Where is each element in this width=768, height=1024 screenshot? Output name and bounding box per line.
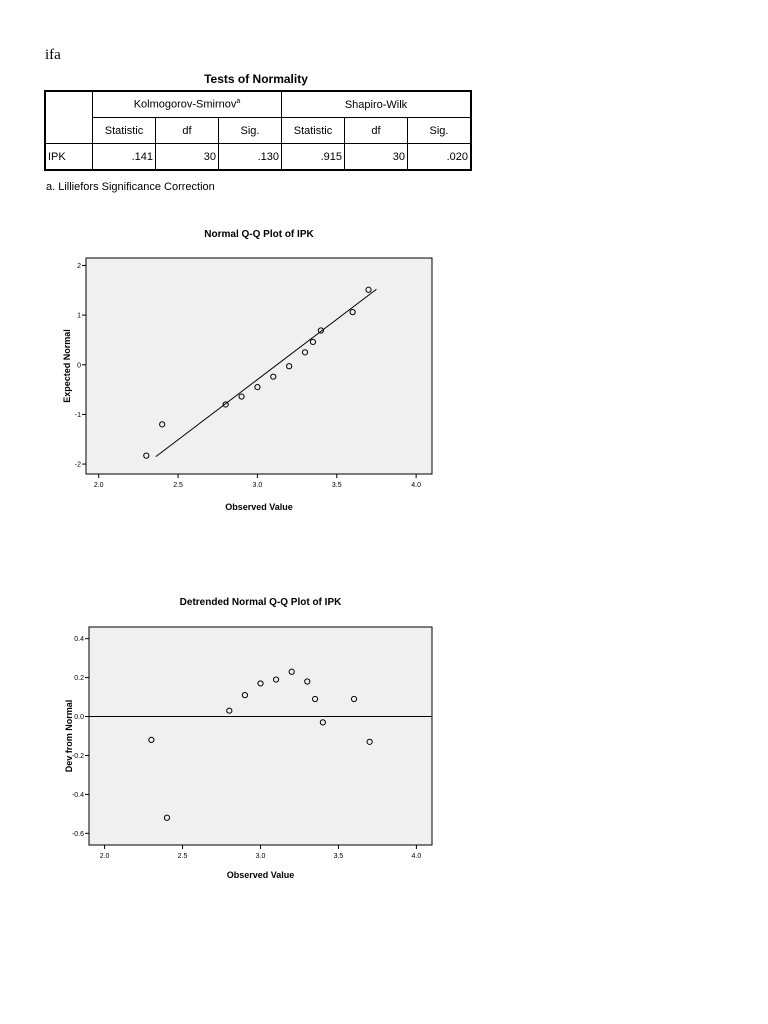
table-row bbox=[45, 144, 471, 171]
empty-corner-cell bbox=[45, 91, 93, 144]
x-axis-label: Observed Value bbox=[225, 502, 293, 512]
sw-group-header: Shapiro-Wilk bbox=[282, 91, 472, 118]
y-tick-label: -0.2 bbox=[71, 752, 84, 760]
x-tick-label: 4.0 bbox=[411, 853, 422, 860]
table-cell: .130 bbox=[219, 144, 282, 171]
col-header: df bbox=[345, 118, 408, 144]
table-cell: 30 bbox=[156, 144, 219, 171]
y-tick-label: 2 bbox=[77, 262, 81, 270]
ks-group-label: Kolmogorov-Smirnov bbox=[133, 98, 237, 111]
document-heading: ifa bbox=[45, 47, 61, 63]
plot-area bbox=[86, 258, 432, 474]
row-label: IPK bbox=[45, 144, 93, 171]
ks-footnote-marker: a bbox=[236, 98, 241, 106]
x-tick-label: 3.0 bbox=[252, 482, 263, 489]
chart-title: Normal Q-Q Plot of IPK bbox=[204, 229, 314, 240]
x-tick-label: 3.5 bbox=[333, 853, 344, 860]
y-tick-label: -1 bbox=[74, 411, 81, 419]
ks-group-header bbox=[93, 91, 282, 118]
normal-qq-plot bbox=[0, 215, 470, 525]
col-header: Statistic bbox=[282, 118, 345, 144]
x-tick-label: 3.0 bbox=[255, 853, 266, 860]
y-tick-label: 0.0 bbox=[74, 714, 84, 722]
col-header: Sig. bbox=[408, 118, 472, 144]
table-cell: .020 bbox=[408, 144, 472, 171]
chart-title: Detrended Normal Q-Q Plot of IPK bbox=[179, 597, 342, 608]
table-cell: 30 bbox=[345, 144, 408, 171]
col-header: df bbox=[156, 118, 219, 144]
table-footnote: a. Lilliefors Significance Correction bbox=[46, 181, 215, 193]
table-cell: .915 bbox=[282, 144, 345, 171]
y-tick-label: -0.4 bbox=[71, 791, 84, 799]
y-tick-label: -2 bbox=[74, 461, 81, 469]
x-tick-label: 2.0 bbox=[93, 482, 104, 489]
y-tick-label: -0.6 bbox=[71, 830, 84, 838]
x-tick-label: 3.5 bbox=[331, 482, 342, 489]
y-axis-label: Expected Normal bbox=[62, 329, 72, 403]
col-header: Statistic bbox=[93, 118, 156, 144]
plot-area bbox=[89, 627, 432, 845]
x-tick-label: 2.0 bbox=[99, 853, 110, 860]
x-axis-label: Observed Value bbox=[226, 870, 295, 880]
y-tick-label: 0.4 bbox=[74, 636, 84, 644]
y-tick-label: 0 bbox=[77, 362, 81, 370]
tests-of-normality-table bbox=[44, 90, 472, 171]
table-title: Tests of Normality bbox=[204, 72, 308, 86]
y-axis-label: Dev from Normal bbox=[64, 699, 74, 773]
table-cell: .141 bbox=[93, 144, 156, 171]
x-tick-label: 4.0 bbox=[411, 482, 421, 489]
x-tick-label: 2.5 bbox=[173, 482, 183, 489]
x-tick-label: 2.5 bbox=[177, 853, 188, 860]
detrended-qq-plot bbox=[0, 585, 470, 885]
y-tick-label: 1 bbox=[77, 312, 81, 320]
col-header: Sig. bbox=[219, 118, 282, 144]
y-tick-label: 0.2 bbox=[74, 675, 84, 683]
